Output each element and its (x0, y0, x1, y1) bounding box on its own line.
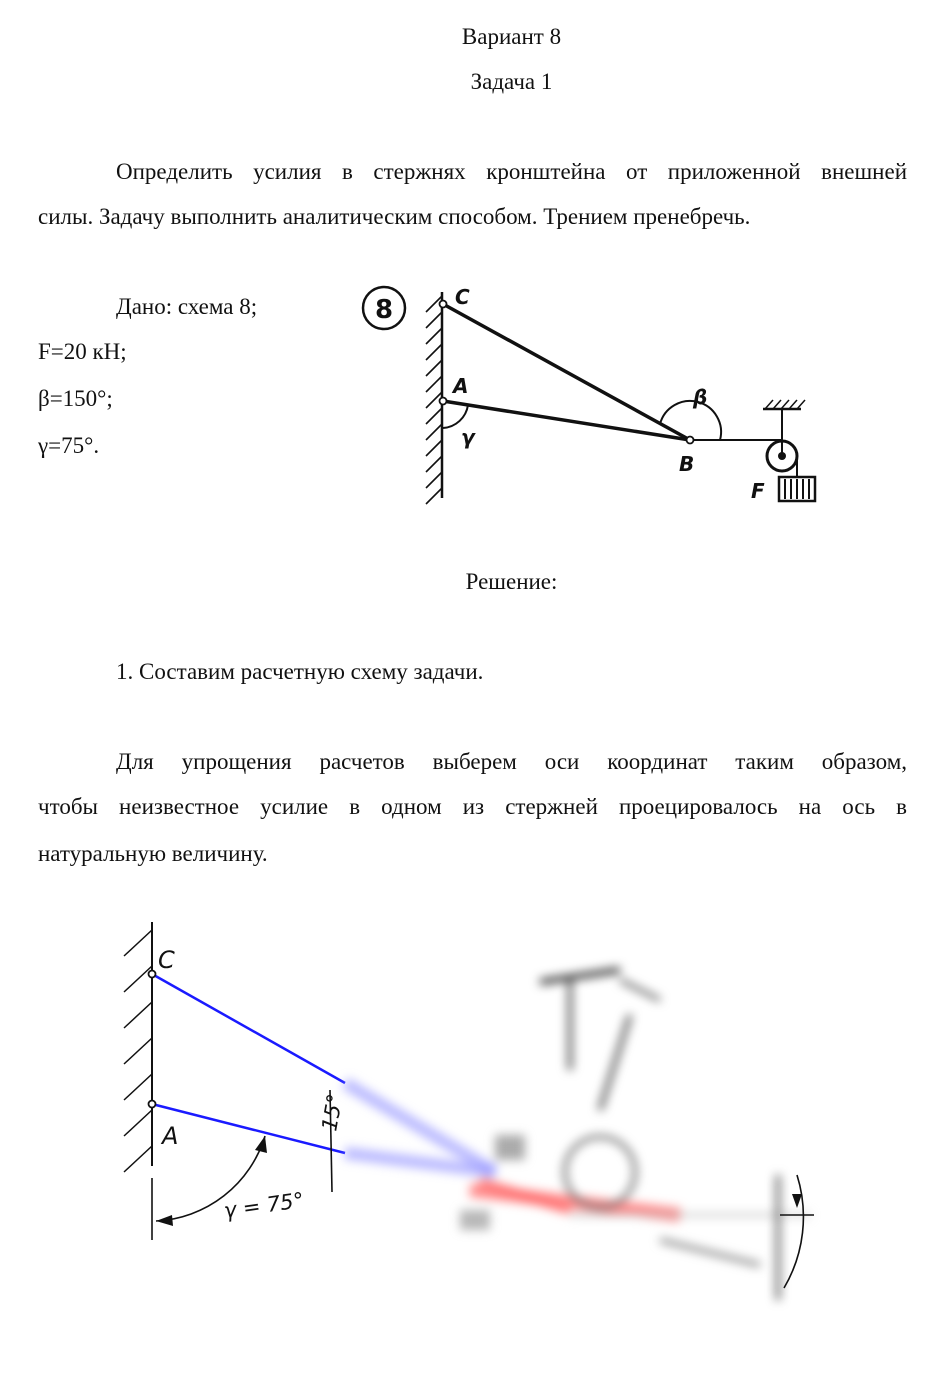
given-line-3: β=150°; (38, 386, 113, 411)
label-f: F (751, 479, 765, 503)
calc-angle-gamma: γ = 75° (222, 1187, 306, 1223)
label-gamma: γ (461, 425, 475, 449)
bracket-scheme-figure (355, 280, 825, 510)
joint-a (440, 398, 447, 405)
joint-b (687, 437, 694, 444)
solution-heading: Решение: (465, 569, 558, 594)
step-1: 1. Составим расчетную схему задачи. (116, 659, 484, 684)
statement-line-1: Определить усилия в стержнях кронштейна от приложенной внешней (116, 159, 907, 184)
given-line-2: F=20 кН; (38, 339, 127, 364)
beta-angle-arc (660, 401, 721, 440)
task-title: Задача 1 (470, 69, 553, 94)
calc-rod-c (152, 974, 345, 1083)
variant-title: Вариант 8 (461, 24, 562, 49)
statement-line-2: силы. Задачу выполнить аналитическим способом. Трением пренебречь. (38, 204, 751, 229)
calc-label-a: A (162, 1122, 179, 1150)
paragraph-line-3: натуральную величину. (38, 841, 268, 866)
calc-rod-a (152, 1104, 345, 1153)
ceiling-hatching (765, 400, 805, 409)
given-line-1: Дано: схема 8; (116, 294, 258, 319)
calc-label-c: C (158, 946, 175, 974)
label-a: A (453, 374, 469, 398)
label-beta: β (693, 385, 708, 409)
calc-joint-c (149, 971, 156, 978)
calc-angle-15: 15° (317, 1092, 348, 1133)
scheme-number: 8 (374, 295, 394, 325)
joint-c (440, 301, 447, 308)
calc-joint-a (149, 1101, 156, 1108)
calc-wall-hatching (124, 930, 152, 1172)
given-line-4: γ=75°. (38, 433, 100, 458)
label-c: C (455, 285, 470, 309)
blurred-region (345, 970, 810, 1300)
paragraph-line-2: чтобы неизвестное усилие в одном из стержней проецировалось на ось в (38, 794, 907, 819)
calculation-scheme-figure (100, 910, 830, 1310)
label-b: B (679, 452, 695, 476)
paragraph-line-1: Для упрощения расчетов выберем оси координат таким образом, (116, 749, 907, 774)
